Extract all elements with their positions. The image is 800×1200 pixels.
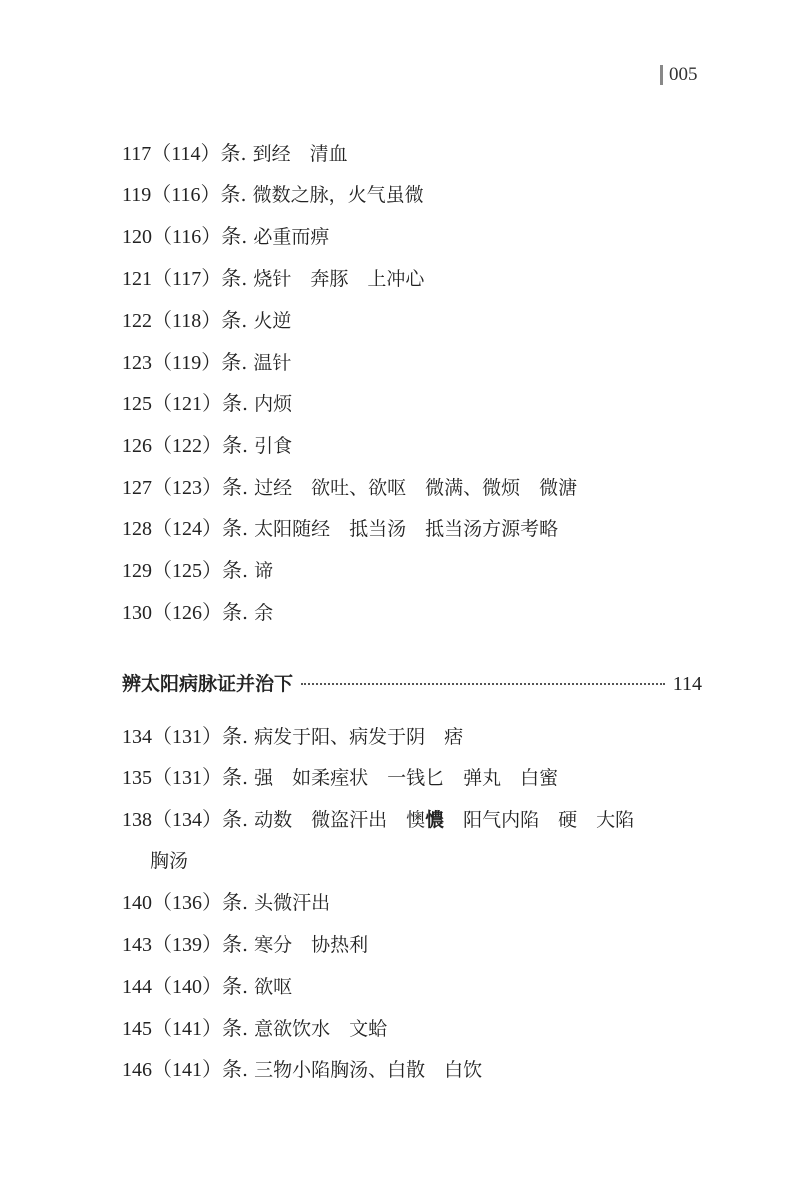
entry xyxy=(122,599,273,627)
page-number xyxy=(660,64,698,86)
entry-ref: 128（124）条 xyxy=(122,518,242,540)
section-heading-page: 114 xyxy=(672,673,702,695)
entry xyxy=(122,1015,387,1043)
entry-ref: 138（134）条 xyxy=(122,809,242,831)
entry-text: . 谛 xyxy=(242,560,274,582)
entry-ref: 140（136）条 xyxy=(122,892,242,914)
entry-ref: 121（117）条 xyxy=(122,268,242,290)
entry-text: . 过经 欲吐、欲呕 微满、微烦 微溏 xyxy=(242,477,578,499)
entry-ref: 146（141）条 xyxy=(122,1059,242,1081)
entry-ref: 123（119）条 xyxy=(122,352,242,374)
entry xyxy=(122,474,577,502)
entry-ref: 120（116）条 xyxy=(122,226,242,248)
entry-text: . 火逆 xyxy=(241,310,292,332)
entry xyxy=(122,931,368,959)
entry-ref: 127（123）条 xyxy=(122,477,242,499)
section-heading xyxy=(122,670,702,698)
entry xyxy=(122,181,424,209)
entry-text: . 必重而痹 xyxy=(241,226,330,248)
entry xyxy=(122,557,273,585)
entry-ref: 117（114）条 xyxy=(122,143,241,165)
entry-text: . 强 如柔痓状 一钱匕 弹丸 白蜜 xyxy=(242,767,559,789)
entry-text: . 内烦 xyxy=(242,393,293,415)
entry-ref: 145（141）条 xyxy=(122,1018,242,1040)
entry-text: . 头微汗出 xyxy=(242,892,331,914)
entry xyxy=(122,764,558,792)
entry xyxy=(122,349,291,377)
entry xyxy=(122,515,558,543)
entry-text: . 意欲饮水 文蛤 xyxy=(242,1018,388,1040)
entry-text: . 引食 xyxy=(242,435,293,457)
entry xyxy=(122,265,424,293)
entry-text: . 病发于阳、病发于阴 痞 xyxy=(242,726,464,748)
entry-ref: 134（131）条 xyxy=(122,726,242,748)
entry xyxy=(122,223,329,251)
entry-text: . 寒分 协热利 xyxy=(242,934,369,956)
entry-ref: 143（139）条 xyxy=(122,934,242,956)
entry-text: . 动数 微盗汗出 懊 xyxy=(242,809,426,831)
entry xyxy=(122,307,291,335)
entry-ref: 130（126）条 xyxy=(122,602,242,624)
entry-text: . 欲呕 xyxy=(242,976,293,998)
entry-text: . 到经 清血 xyxy=(240,143,348,165)
entry-text: . 余 xyxy=(242,602,274,624)
page-number-bar xyxy=(660,65,663,85)
entry-text-bold: 憹 xyxy=(425,809,445,831)
entry xyxy=(122,390,292,418)
entry xyxy=(122,889,330,917)
entry xyxy=(122,806,634,834)
entry-continuation: 胸汤 xyxy=(150,850,189,872)
entry xyxy=(122,973,292,1001)
entry-ref: 126（122）条 xyxy=(122,435,242,457)
entry-ref: 135（131）条 xyxy=(122,767,242,789)
entry-text: . 微数之脉，火气虽微 xyxy=(240,184,424,206)
entry xyxy=(122,140,348,168)
entry-ref: 125（121）条 xyxy=(122,393,242,415)
entry-text: . 温针 xyxy=(241,352,292,374)
leader-dots xyxy=(301,683,665,685)
entry-ref: 119（116）条 xyxy=(122,184,241,206)
entry-text: . 三物小陷胸汤、白散 白饮 xyxy=(242,1059,483,1081)
section-heading-title: 辨太阳病脉证并治下 xyxy=(122,673,294,695)
page-number-text: 005 xyxy=(669,64,698,85)
entry-ref: 129（125）条 xyxy=(122,560,242,582)
entry-text: 阳气内陷 硬 大陷 xyxy=(444,809,635,831)
entry-ref: 144（140）条 xyxy=(122,976,242,998)
entry-text: . 烧针 奔豚 上冲心 xyxy=(241,268,425,290)
entry-text: . 太阳随经 抵当汤 抵当汤方源考略 xyxy=(242,518,559,540)
entry-ref: 122（118）条 xyxy=(122,310,242,332)
entry xyxy=(122,432,292,460)
entry xyxy=(122,723,463,751)
entry xyxy=(122,1056,482,1084)
